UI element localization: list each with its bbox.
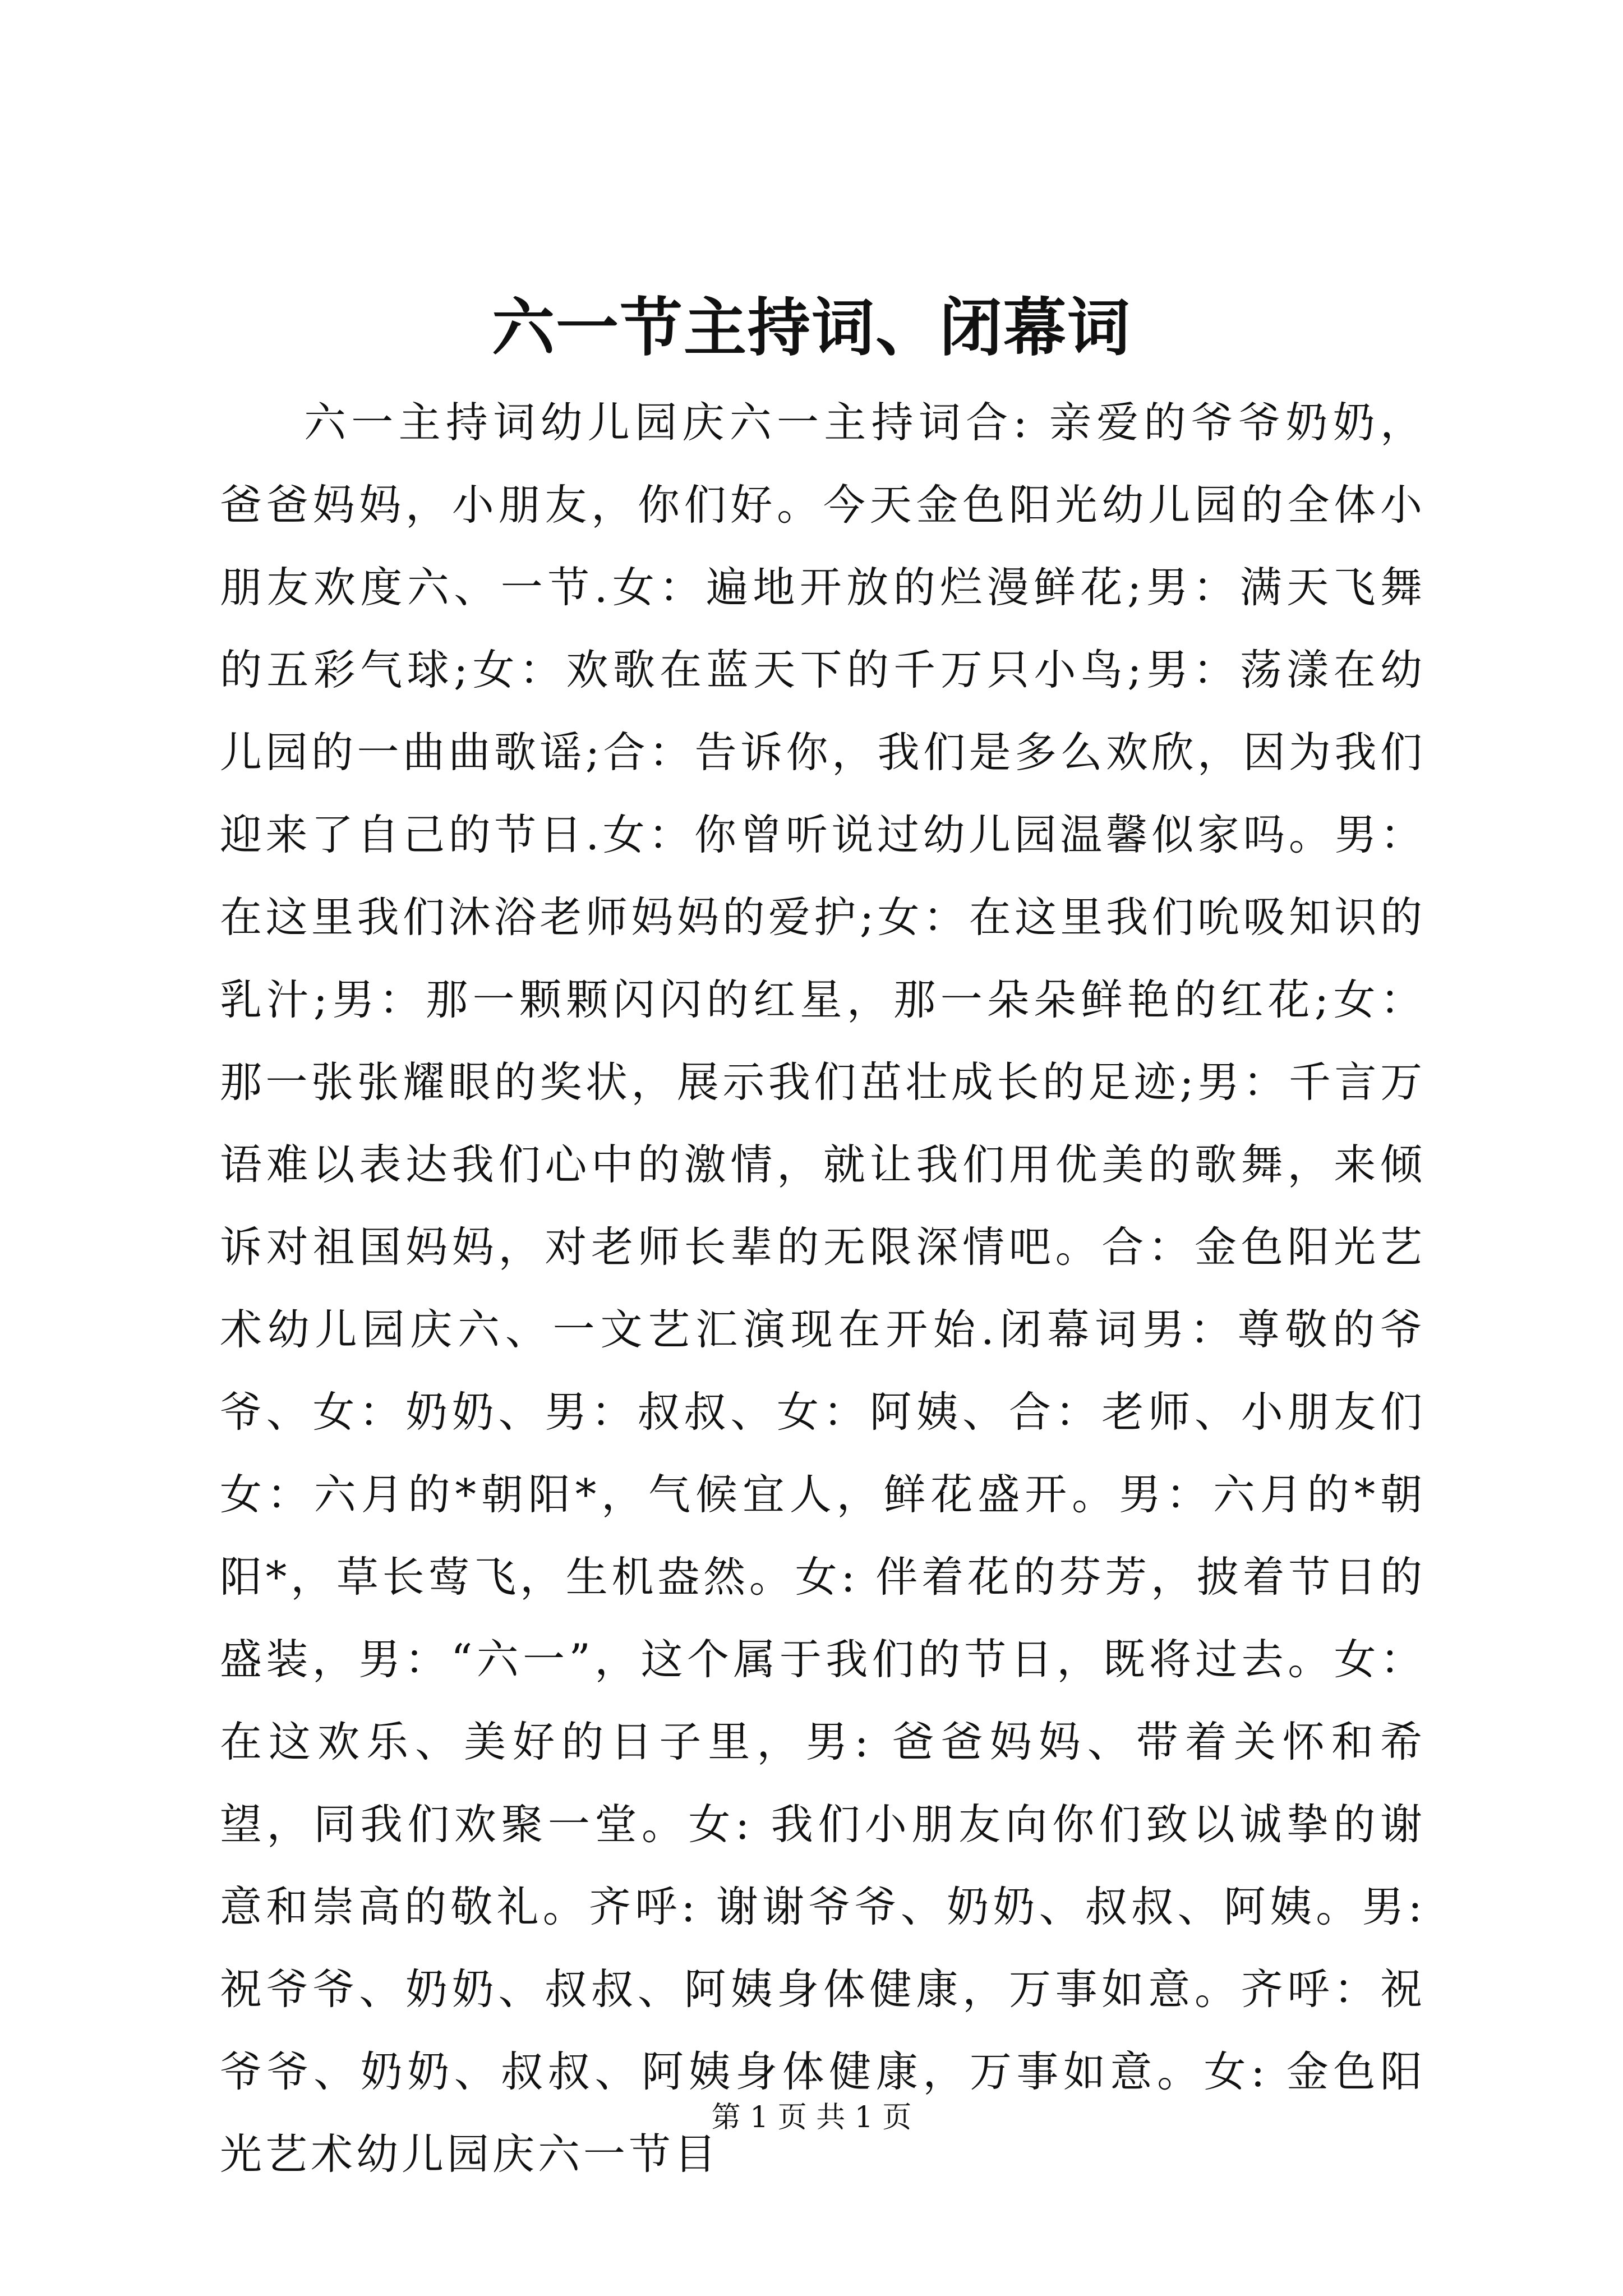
page-footer: 第 1 页 共 1 页 xyxy=(711,2101,912,2134)
document-body-paragraph: 六一主持词幼儿园庆六一主持词合: 亲爱的爷爷奶奶，爸爸妈妈，小朋友，你们好。今天金色阳光幼儿园的全体小朋友欢度六、一节.女：遍地开放的烂漫鲜花;男：满天飞舞的五彩气球;女：欢歌在蓝天下的千万只小鸟;男：荡漾在幼儿园的一曲曲歌谣;合：告诉你，我们是多么欢欣，因为我们迎来了自己的节日.女：你曾听说过幼儿园温馨似家吗。男：在这里我们沐浴老师妈妈的爱护;女：在这里我们吮吸知识的乳汁;男：那一颗颗闪闪的红星，那一朵朵鲜艳的红花;女：那一张张耀眼的奖状，展示我们茁壮成长的足迹;男：千言万语难以表达我们心中的激情，就让我们用优美的歌舞，来倾诉对祖国妈妈，对老师长辈的无限深情吧。合：金色阳光艺术幼儿园庆六、一文艺汇演现在开始.闭幕词男：尊敬的爷爷、女：奶奶、男：叔叔、女：阿姨、合：老师、小朋友们女：六月的*朝阳*，气候宜人，鲜花盛开。男：六月的*朝阳*，草长莺飞，生机盎然。女: 伴着花的芬芳，披着节日的盛装，男：“六一”，这个属于我们的节日，既将过去。女：在这欢乐、美好的日子里，男: 爸爸妈妈、带着关怀和希望，同我们欢聚一堂。女: 我们小朋友向你们致以诚挚的谢意和崇高的敬礼。齐呼: 谢谢爷爷、奶奶、叔叔、阿姨。男: 祝爷爷、奶奶、叔叔、阿姨身体健康，万事如意。齐呼：祝爷爷、奶奶、叔叔、阿姨身体健康，万事如意。女: 金色阳光艺术幼儿园庆六一节目 xyxy=(220,398,1426,2179)
document-title: 六一节主持词、闭幕词 xyxy=(492,291,1131,365)
